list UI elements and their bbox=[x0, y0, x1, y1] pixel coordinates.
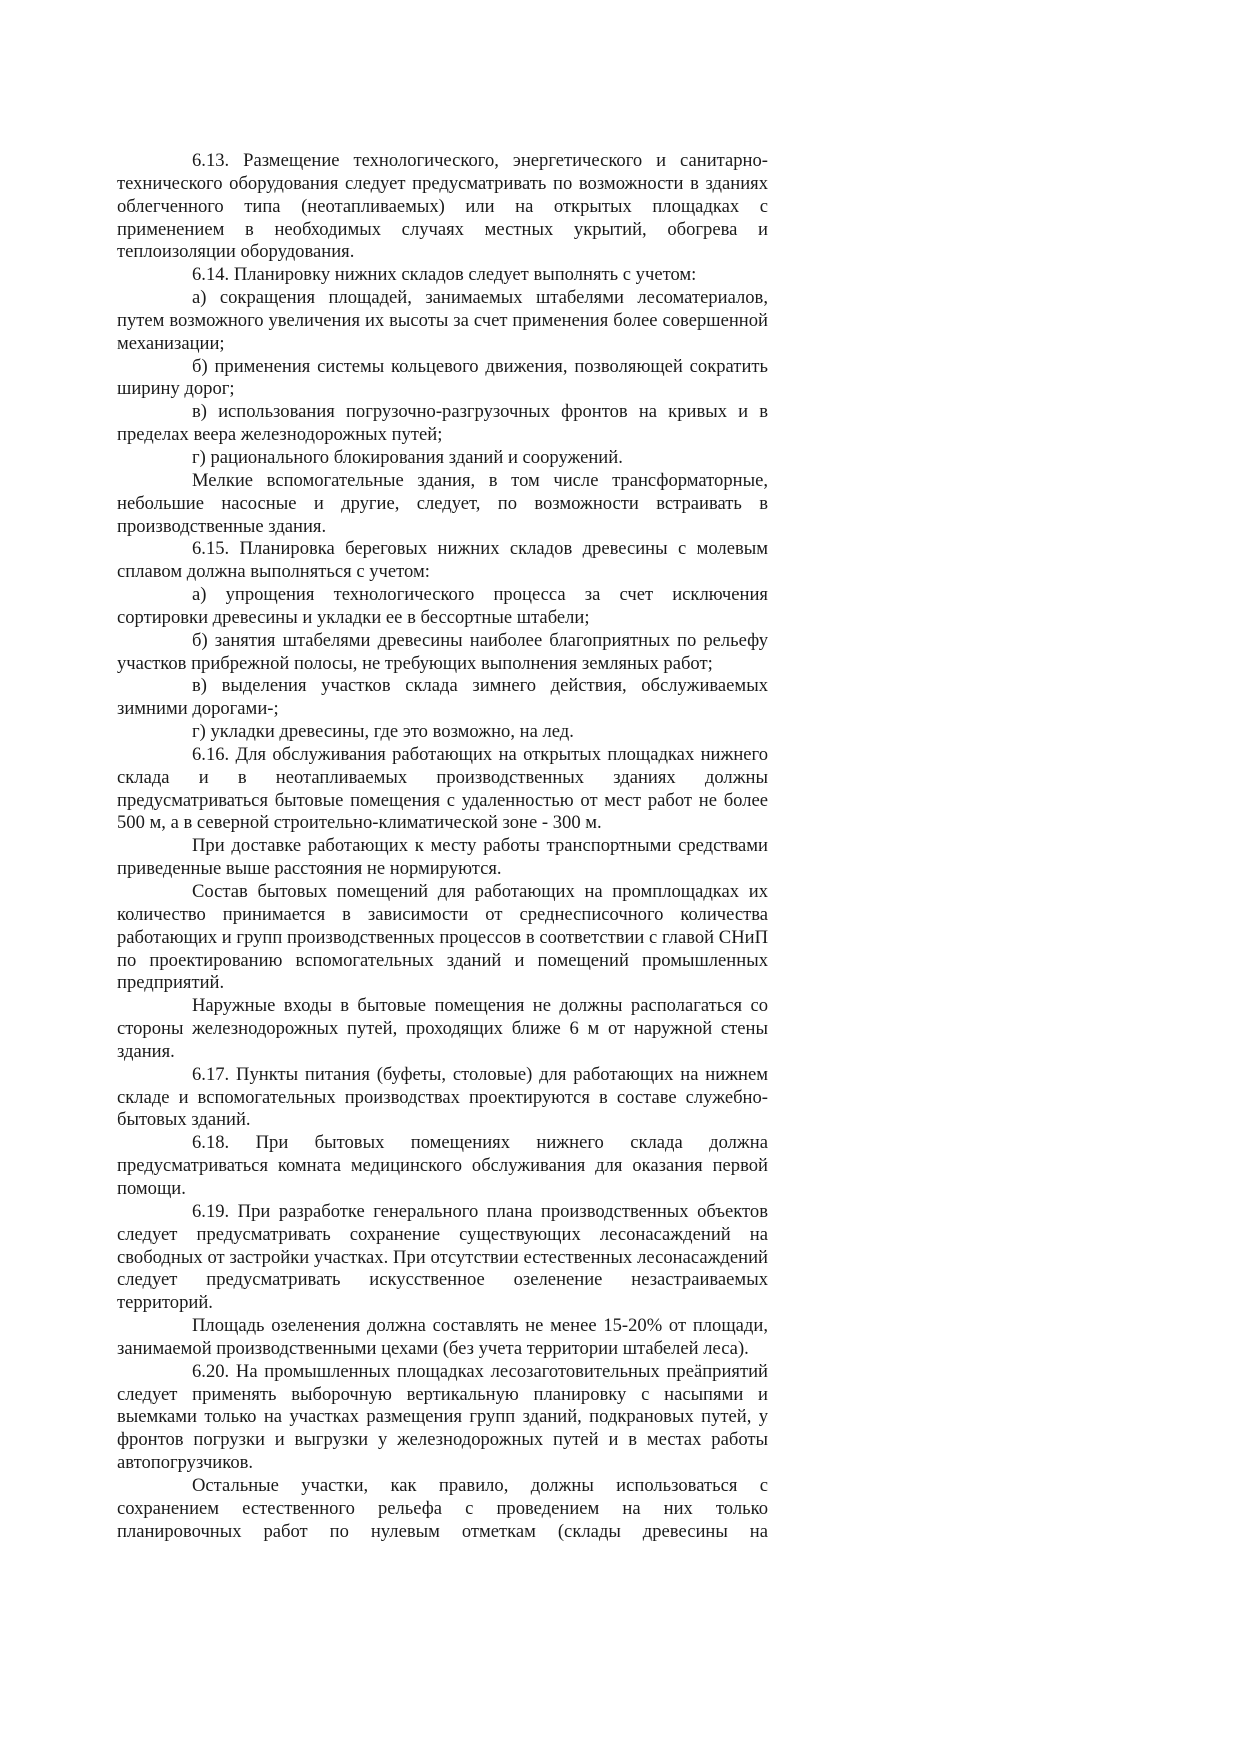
paragraph-6-20: 6.20. На промышленных площадках лесозаготовительных преäприятий следует применять выборочную вертикальную планировку с насыпями и выемками только на участках размещения групп зданий, подкрановых путей, у фронтов погрузки и выгрузки у железнодорожных путей и в местах работы автопогрузчиков. bbox=[117, 1360, 768, 1474]
list-item-6-14-g: г) рационального блокирования зданий и сооружений. bbox=[192, 446, 623, 468]
paragraph-6-15: 6.15. Планировка береговых нижних складов древесины с молевым сплавом должна выполняться с учетом: bbox=[117, 538, 768, 583]
document-page bbox=[117, 150, 768, 1543]
paragraph-entrances: Наружные входы в бытовые помещения не должны располагаться со стороны железнодорожных путей, проходящих ближе 6 м от наружной стены здания. bbox=[117, 995, 768, 1062]
list-item-6-14-a: а) сокращения площадей, занимаемых штабелями лесоматериалов, путем возможного увеличения их высоты за счет применения более совершенной механизации; bbox=[117, 287, 768, 354]
paragraph-small-buildings: Мелкие вспомогательные здания, в том числе трансформаторные, небольшие насосные и другие, следует, по возможности встраивать в производственные здания. bbox=[117, 469, 768, 537]
paragraph-6-18: 6.18. При бытовых помещениях нижнего склада должна предусматриваться комната медицинского обслуживания для оказания первой помощи. bbox=[117, 1132, 768, 1199]
paragraph-6-13: 6.13. Размещение технологического, энергетического и санитарно-технического оборудования следует предусматривать по возможности в зданиях облегченного типа (неотапливаемых) или на открытых площадках с применением в необходимых случаях местных укрытий, обогрева и теплоизоляции оборудования. bbox=[117, 150, 768, 263]
paragraph-remaining-areas: Остальные участки, как правило, должны использоваться с сохранением естественного рельефа с проведением на них только планировочных работ по нулевым отметкам (склады древесины на bbox=[117, 1474, 768, 1542]
paragraph-delivery: При доставке работающих к месту работы транспортными средствами приведенные выше расстояния не нормируются. bbox=[117, 835, 768, 880]
paragraph-6-16: 6.16. Для обслуживания работающих на открытых площадках нижнего склада и в неотапливаемых производственных зданиях должны предусматриваться бытовые помещения с удаленностью от мест работ не более 500 м, а в северной строительно-климатической зоне - 300 м. bbox=[117, 743, 768, 834]
list-item-6-15-a: а) упрощения технологического процесса за счет исключения сортировки древесины и укладки ее в бессортные штабели; bbox=[117, 584, 768, 628]
list-item-6-14-b: б) применения системы кольцевого движения, позволяющей сократить ширину дорог; bbox=[117, 355, 768, 400]
paragraph-6-17: 6.17. Пункты питания (буфеты, столовые) для работающих на нижнем складе и вспомогательных производствах проектируются в составе служебно-бытовых зданий. bbox=[117, 1063, 768, 1131]
paragraph-composition: Состав бытовых помещений для работающих на промплощадках их количество принимается в зависимости от среднесписочного количества работающих и групп производственных процессов в соответствии с главой СНиП по проектированию вспомогательных зданий и помещений промышленных предприятий. bbox=[117, 881, 768, 994]
paragraph-6-14: 6.14. Планировку нижних складов следует выполнять с учетом: bbox=[192, 264, 697, 286]
list-item-6-15-b: б) занятия штабелями древесины наиболее благоприятных по рельефу участков прибрежной полосы, не требующих выполнения земляных работ; bbox=[117, 629, 768, 674]
paragraph-6-19: 6.19. При разработке генерального плана производственных объектов следует предусматривать сохранение существующих лесонасаждений на свободных от застройки участках. При отсутствии естественных лесонасаждений следует предусматривать искусственное озеленение незастраиваемых территорий. bbox=[117, 1200, 768, 1314]
list-item-6-15-g: г) укладки древесины, где это возможно, на лед. bbox=[192, 721, 574, 743]
paragraph-greening-area: Площадь озеленения должна составлять не менее 15-20% от площади, занимаемой производственными цехами (без учета территории штабелей леса). bbox=[117, 1315, 768, 1359]
list-item-6-14-v: в) использования погрузочно-разгрузочных фронтов на кривых и в пределах веера железнодорожных путей; bbox=[117, 401, 768, 446]
list-item-6-15-v: в) выделения участков склада зимнего действия, обслуживаемых зимними дорогами-; bbox=[117, 675, 768, 720]
